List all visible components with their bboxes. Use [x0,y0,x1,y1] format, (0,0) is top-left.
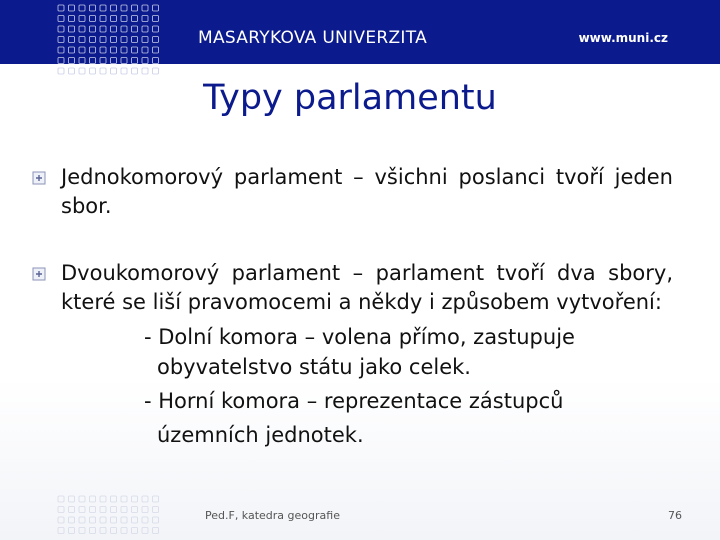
grid-square [100,16,106,22]
grid-square [142,517,148,523]
logo-grid-icon [56,3,168,79]
grid-square [58,47,64,53]
grid-square [153,16,159,22]
grid-square [153,37,159,43]
grid-square [69,16,75,22]
grid-square [153,517,159,523]
grid-square [100,26,106,32]
grid-square [69,37,75,43]
sub-item-lower-chamber-cont: obyvatelstvo státu jako celek. [157,355,471,379]
grid-square [58,507,64,513]
grid-square [111,16,117,22]
grid-square [69,528,75,534]
sub-item-upper-chamber-cont: územních jednotek. [157,423,364,447]
grid-square [90,58,96,64]
grid-square [69,517,75,523]
grid-square [111,517,117,523]
grid-square [142,58,148,64]
grid-square [69,5,75,11]
grid-square [111,58,117,64]
grid-square [132,517,138,523]
grid-square [100,58,106,64]
grid-square [58,496,64,502]
grid-square [111,47,117,53]
grid-square [121,16,127,22]
grid-square [121,37,127,43]
grid-square [121,68,127,74]
grid-square [111,507,117,513]
grid-square [142,16,148,22]
grid-square [100,47,106,53]
grid-square [79,507,85,513]
grid-square [90,5,96,11]
grid-square [90,47,96,53]
footer-text: Ped.F, katedra geografie [205,509,340,522]
grid-square [111,37,117,43]
grid-square [79,26,85,32]
grid-square [132,507,138,513]
grid-square [79,496,85,502]
grid-square [90,507,96,513]
bullet-unicameral: Jednokomorový parlament – všichni poslanci tvoří jeden sbor. [61,165,673,218]
grid-square [153,58,159,64]
grid-square [79,517,85,523]
grid-square [132,26,138,32]
grid-square [132,5,138,11]
grid-square [100,5,106,11]
grid-square [142,47,148,53]
grid-square [111,528,117,534]
grid-square [111,26,117,32]
grid-square [142,37,148,43]
grid-square [58,5,64,11]
grid-square [58,517,64,523]
grid-square [153,496,159,502]
grid-square [79,58,85,64]
grid-square [100,37,106,43]
grid-square [153,47,159,53]
grid-square [58,16,64,22]
grid-square [132,68,138,74]
grid-square [90,26,96,32]
grid-square [79,47,85,53]
grid-square [121,58,127,64]
grid-square [58,528,64,534]
grid-square [90,16,96,22]
grid-square [90,517,96,523]
grid-square [121,517,127,523]
grid-square [121,47,127,53]
grid-square [100,496,106,502]
grid-square [132,58,138,64]
grid-square [121,528,127,534]
grid-square [79,37,85,43]
website-url: www.muni.cz [578,31,668,45]
bullet-bicameral: Dvoukomorový parlament – parlament tvoří dva sbory, které se liší pravomocemi a někdy i způsobem vytvoření: [61,261,673,314]
grid-square [142,528,148,534]
grid-square [58,68,64,74]
grid-square [121,507,127,513]
grid-square [111,496,117,502]
grid-square [132,37,138,43]
grid-square [58,26,64,32]
grid-square [142,496,148,502]
grid-square [153,5,159,11]
grid-square [69,496,75,502]
grid-square [111,68,117,74]
grid-square [79,16,85,22]
sub-item-lower-chamber: - Dolní komora – volena přímo, zastupuje [144,325,575,349]
sub-item-upper-chamber: - Horní komora – reprezentace zástupců [144,389,564,413]
grid-square [153,507,159,513]
grid-square [100,517,106,523]
grid-square [90,68,96,74]
grid-square [153,528,159,534]
slide-title: Typy parlamentu [203,78,497,118]
grid-square [69,58,75,64]
grid-square [153,26,159,32]
grid-square [79,68,85,74]
footer-grid-icon [56,494,168,540]
grid-square [58,37,64,43]
grid-square [142,5,148,11]
grid-square [121,26,127,32]
grid-square [58,58,64,64]
grid-square [90,37,96,43]
grid-square [132,528,138,534]
grid-square [153,68,159,74]
grid-square [142,507,148,513]
page-number: 76 [668,509,682,522]
grid-square [132,496,138,502]
grid-square [121,496,127,502]
bullet-icon [32,267,46,281]
grid-square [69,507,75,513]
bullet-icon [32,171,46,185]
grid-square [142,26,148,32]
grid-square [90,528,96,534]
grid-square [100,68,106,74]
grid-square [132,16,138,22]
grid-square [90,496,96,502]
grid-square [121,5,127,11]
grid-square [79,528,85,534]
grid-square [111,5,117,11]
university-name: MASARYKOVA UNIVERZITA [198,28,428,48]
grid-square [100,507,106,513]
grid-square [100,528,106,534]
grid-square [69,26,75,32]
grid-square [132,47,138,53]
grid-square [69,47,75,53]
grid-square [142,68,148,74]
grid-square [79,5,85,11]
grid-square [69,68,75,74]
